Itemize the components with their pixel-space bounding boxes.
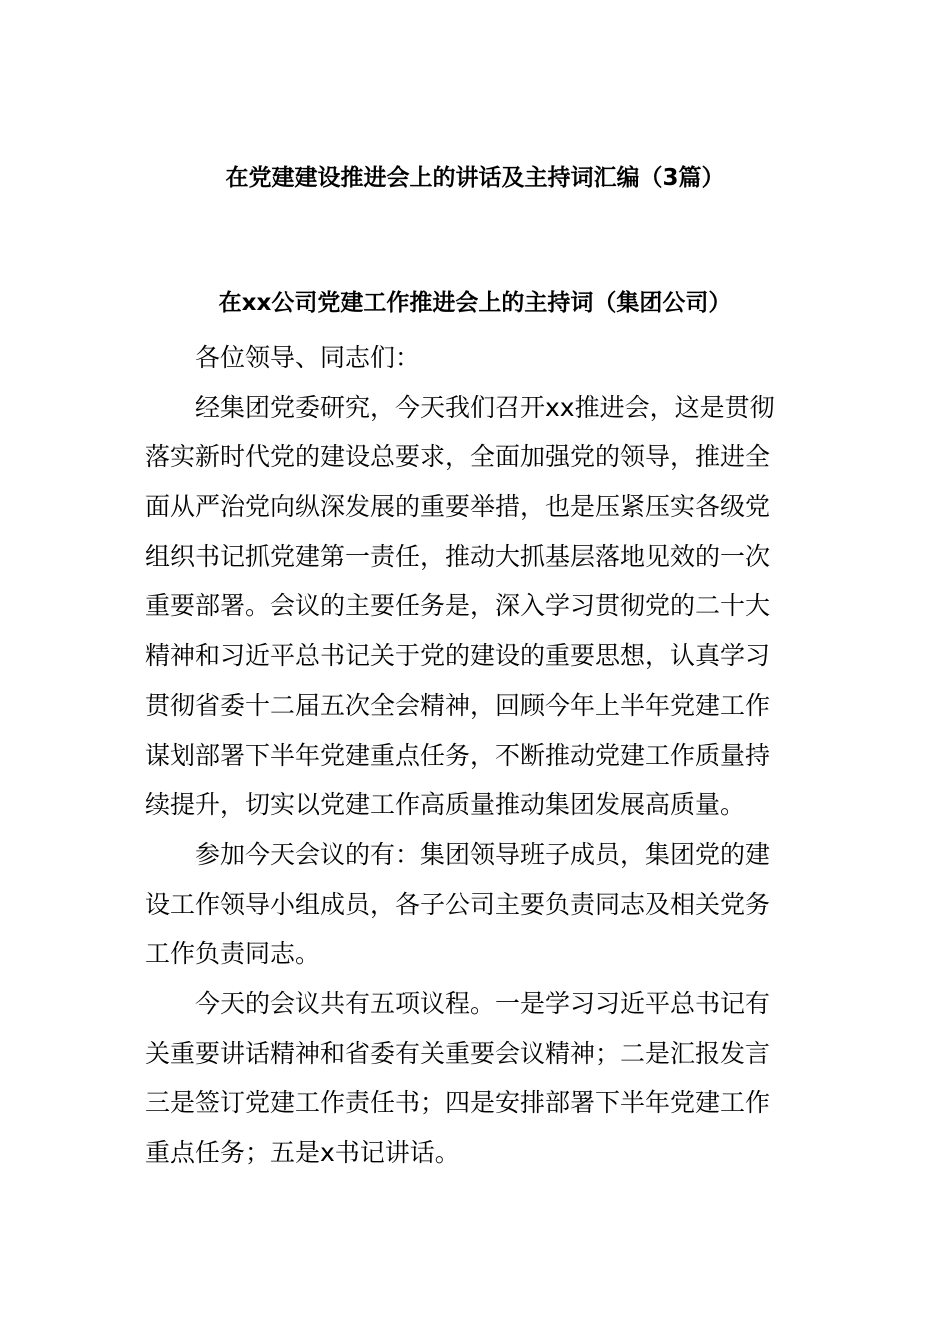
paragraph-line: 工作负责同志。 <box>145 939 321 969</box>
document-title: 在党建建设推进会上的讲话及主持词汇编（3篇） <box>225 165 725 191</box>
paragraph-line: 重要部署。会议的主要任务是，深入学习贯彻党的二十大 <box>145 591 771 621</box>
paragraph-line: 参加今天会议的有：集团领导班子成员，集团党的建 <box>195 839 771 869</box>
paragraph-line: 组织书记抓党建第一责任，推动大抓基层落地见效的一次 <box>145 541 771 571</box>
section-title: 在xx公司党建工作推进会上的主持词（集团公司） <box>218 290 732 316</box>
paragraph-line: 重点任务；五是x书记讲话。 <box>145 1138 460 1167</box>
paragraph-line: 谋划部署下半年党建重点任务，不断推动党建工作质量持 <box>145 740 771 770</box>
paragraph-line: 设工作领导小组成员，各子公司主要负责同志及相关党务 <box>145 889 771 919</box>
paragraph-line: 精神和习近平总书记关于党的建设的重要思想，认真学习 <box>145 641 771 671</box>
paragraph-line: 今天的会议共有五项议程。一是学习习近平总书记有 <box>195 988 771 1018</box>
paragraph-line: 贯彻省委十二届五次全会精神，回顾今年上半年党建工作 <box>145 690 771 720</box>
paragraph-line: 经集团党委研究，今天我们召开xx推进会，这是贯彻 <box>195 392 775 422</box>
paragraph-line: 续提升，切实以党建工作高质量推动集团发展高质量。 <box>145 790 746 820</box>
paragraph-line: 面从严治党向纵深发展的重要举措，也是压紧压实各级党 <box>145 492 771 522</box>
paragraph-line: 三是签订党建工作责任书；四是安排部署下半年党建工作 <box>145 1088 771 1118</box>
paragraph-line: 关重要讲话精神和省委有关重要会议精神；二是汇报发言 <box>145 1038 771 1068</box>
body-text <box>145 333 805 1178</box>
salutation-line: 各位领导、同志们： <box>195 343 421 372</box>
paragraph-line: 落实新时代党的建设总要求，全面加强党的领导，推进全 <box>145 442 771 472</box>
